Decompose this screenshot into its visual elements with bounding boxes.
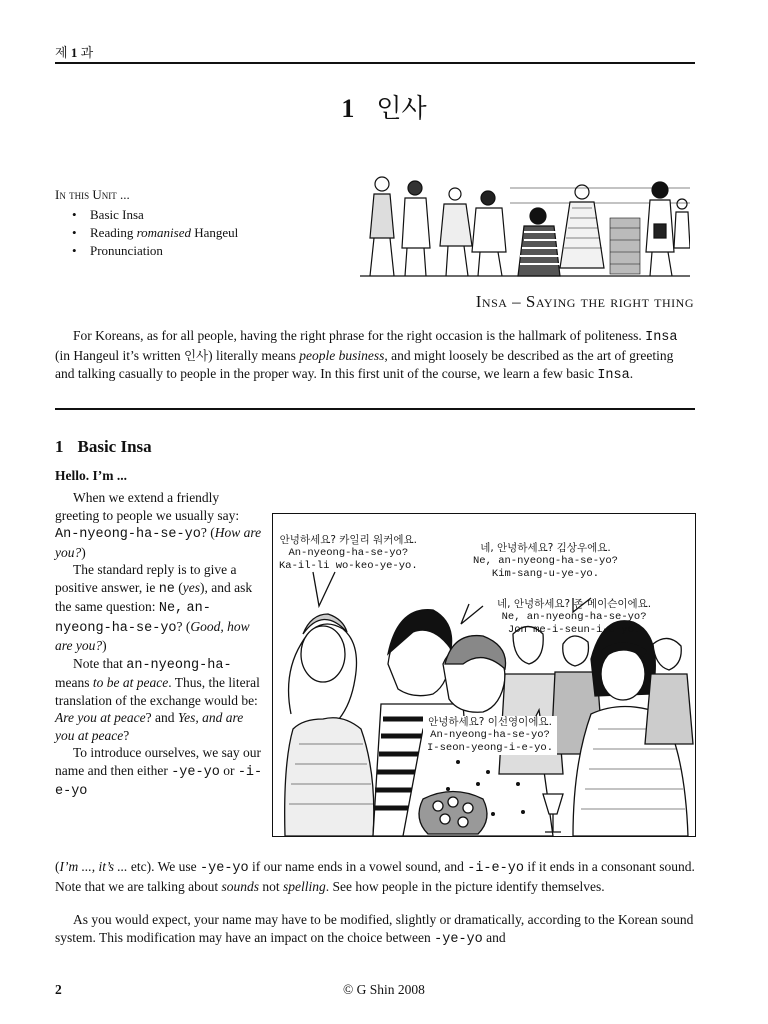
text: Note that xyxy=(73,655,127,671)
chapter-title xyxy=(0,88,768,125)
chapter-title-text: 인사 xyxy=(376,94,427,124)
greeting-cartoon xyxy=(272,513,696,837)
body-paragraph xyxy=(55,858,695,895)
emph-text: to be at peace xyxy=(92,675,169,690)
text: and xyxy=(482,929,506,945)
text: As you would expect, your name may have to be modified, slightly or dramatically, according to the Korean sound system. This modification may have an impact on the choice between xyxy=(55,912,694,945)
intro-hangeul: 인사 xyxy=(183,348,209,363)
bubble-hangeul: 네, 안녕하세요? 김상우에요. xyxy=(480,542,611,554)
chapter-number: 1 xyxy=(341,94,355,123)
emph-text: sounds xyxy=(221,878,259,894)
emph-text: Yes, and are you at peace xyxy=(55,710,244,743)
bubble-romanised: An-nyeong-ha-se-yo? xyxy=(430,729,550,741)
code-text: An-nyeong-ha-se-yo xyxy=(55,527,201,542)
bubble-romanised: I-seon-yeong-i-e-yo. xyxy=(427,742,554,754)
subheading: Hello. I’m ... xyxy=(55,468,127,483)
code-text: -ye-yo xyxy=(200,861,249,876)
text: ( xyxy=(55,859,60,874)
section-number: 1 xyxy=(55,437,64,456)
unit-item-text: Hangeul xyxy=(190,225,239,240)
text: means xyxy=(55,675,93,690)
text: . Thus, the literal translation of the exchange would be: xyxy=(55,675,260,708)
section-heading-text: Basic Insa xyxy=(77,437,152,456)
code-text: -ye-yo xyxy=(171,764,220,780)
text: or xyxy=(219,762,238,778)
text: ( xyxy=(174,579,183,595)
section-rule xyxy=(55,408,695,410)
text: if it ends in a consonant sound. Note that we are talking about xyxy=(55,859,695,894)
bubble-romanised: An-nyeong-ha-se-yo? xyxy=(288,547,409,559)
text: ? xyxy=(123,727,130,743)
column-paragraph xyxy=(55,561,265,655)
speech-bubble-jon xyxy=(497,598,651,637)
column-paragraph xyxy=(55,744,265,801)
speech-bubble-lee xyxy=(423,716,557,755)
text: ? ( xyxy=(200,525,215,540)
speech-bubble-kylie xyxy=(279,534,418,573)
intro-code: Insa xyxy=(645,330,678,345)
code-text: Ne, xyxy=(158,601,184,616)
unit-item-text: Pronunciation xyxy=(90,243,163,258)
section-heading xyxy=(55,437,152,457)
header-rule xyxy=(55,62,695,64)
code-text: an-nyeong-ha-se-yo xyxy=(55,601,211,636)
intro-emph: people business xyxy=(299,348,385,363)
code-text: -ye-yo xyxy=(434,931,483,947)
emph-text: How are you? xyxy=(55,525,262,560)
column-paragraph xyxy=(55,489,265,561)
unit-item-emph: romanised xyxy=(136,225,191,240)
text: ), and ask the same question: xyxy=(55,579,253,614)
text: not xyxy=(258,878,283,894)
copyright: © G Shin 2008 xyxy=(343,982,425,997)
section-title: Insa – Saying the right thing xyxy=(475,292,694,311)
unit-item-text: Basic Insa xyxy=(90,207,144,222)
column-paragraph xyxy=(55,655,265,745)
bubble-hangeul: 안녕하세요? 이선영이에요. xyxy=(428,716,552,728)
page-number: 2 xyxy=(55,982,62,997)
emph-text: Good, how are you? xyxy=(55,618,250,653)
lesson-suffix: 과 xyxy=(80,45,94,60)
bubble-romanised: Jon me-i-seun-i-e-yo. xyxy=(507,624,641,636)
code-text: -i-e-yo xyxy=(55,764,263,799)
emph-text: Are you at peace xyxy=(55,710,146,725)
unit-item-text: Reading xyxy=(90,225,137,240)
code-text: an-nyeong-ha- xyxy=(126,657,232,673)
party-illustration xyxy=(360,168,690,278)
lesson-prefix: 제 xyxy=(55,45,68,60)
emph-text: yes xyxy=(182,579,201,595)
text: etc). We use xyxy=(127,859,201,874)
intro-text: , and might loosely be described as the art of greeting and talking casually to people in the proper way. In this first unit of the course, we learn a few basic xyxy=(55,348,674,381)
text: ) xyxy=(81,544,86,560)
text: To introduce ourselves, we say our name and then either xyxy=(55,745,262,778)
body-paragraph xyxy=(55,911,695,948)
lesson-label xyxy=(55,42,93,61)
text: When we extend a friendly greeting to people we usually say: xyxy=(55,490,240,523)
lesson-number: 1 xyxy=(70,45,78,60)
bubble-romanised: Kim-sang-u-ye-yo. xyxy=(491,568,600,580)
intro-text: For Koreans, as for all people, having the right phrase for the right occasion is the hallmark of politeness. xyxy=(73,328,646,343)
speech-bubble-kim xyxy=(473,542,618,581)
left-column xyxy=(55,489,265,801)
bubble-romanised: Ne, an-nyeong-ha-se-yo? xyxy=(473,555,618,567)
bubble-romanised: Ne, an-nyeong-ha-se-yo? xyxy=(501,611,647,623)
bubble-hangeul: 네, 안녕하세요? 존 메이슨이에요. xyxy=(497,598,652,610)
intro-code: Insa xyxy=(597,368,630,383)
unit-item xyxy=(72,206,238,224)
intro-paragraph xyxy=(55,327,695,385)
text: if our name ends in a vowel sound, and xyxy=(248,859,468,874)
bubble-hangeul: 안녕하세요? 카일리 워커에요. xyxy=(279,534,417,546)
code-text: ne xyxy=(158,581,175,597)
text: ? and xyxy=(145,710,178,725)
intro-text: ) literally means xyxy=(208,348,300,363)
text: The standard reply is to give a positive answer, ie xyxy=(55,562,237,595)
intro-text: . xyxy=(629,366,634,381)
text: . See how people in the picture identify themselves. xyxy=(325,878,605,894)
unit-item xyxy=(72,224,238,242)
code-text: -i-e-yo xyxy=(467,861,524,876)
intro-text: (in Hangeul it’s written xyxy=(55,348,184,363)
unit-item xyxy=(72,242,238,260)
bubble-romanised: Ka-il-li wo-keo-ye-yo. xyxy=(279,560,418,572)
text: ) xyxy=(102,638,107,653)
text: ? ( xyxy=(176,618,191,634)
unit-box-heading: In this Unit ... xyxy=(55,187,130,202)
emph-text: spelling xyxy=(282,878,326,894)
unit-list xyxy=(72,206,238,260)
emph-text: I’m ..., it’s ... xyxy=(59,859,128,874)
